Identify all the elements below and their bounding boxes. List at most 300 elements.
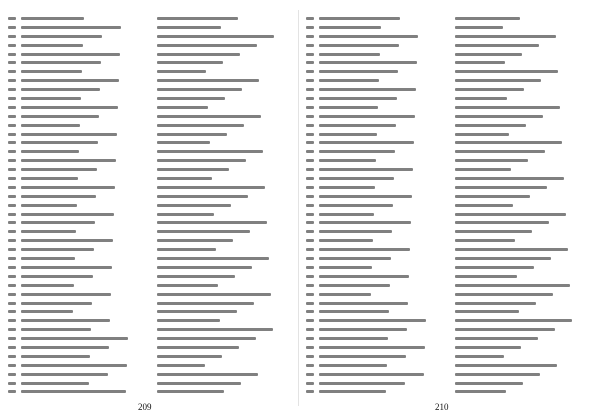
entry-row	[306, 76, 592, 85]
entry-number-placeholder	[306, 266, 314, 269]
entry-name-placeholder	[319, 213, 374, 216]
entry-row	[8, 76, 294, 85]
entry-number-placeholder	[8, 382, 16, 385]
entry-number-placeholder	[306, 257, 314, 260]
entry-detail-placeholder	[455, 44, 539, 47]
right-page-number: 210	[435, 402, 449, 412]
entry-row	[306, 334, 592, 343]
entry-row	[8, 361, 294, 370]
entry-number-placeholder	[8, 239, 16, 242]
entry-detail-placeholder	[157, 310, 237, 313]
entry-number-placeholder	[8, 168, 16, 171]
entry-name-placeholder	[319, 79, 379, 82]
entry-detail-placeholder	[455, 195, 530, 198]
entry-name-placeholder	[21, 124, 80, 127]
entry-number-placeholder	[306, 159, 314, 162]
entry-detail-placeholder	[455, 35, 556, 38]
entry-row	[8, 50, 294, 59]
entry-detail-placeholder	[455, 284, 570, 287]
entry-name-placeholder	[319, 17, 400, 20]
entry-detail-placeholder	[157, 382, 241, 385]
entry-name-placeholder	[21, 364, 127, 367]
entry-name-placeholder	[319, 115, 415, 118]
entry-row	[8, 183, 294, 192]
entry-detail-placeholder	[455, 159, 528, 162]
entry-detail-placeholder	[157, 346, 239, 349]
entry-number-placeholder	[8, 230, 16, 233]
entry-detail-placeholder	[157, 26, 221, 29]
entry-name-placeholder	[21, 168, 97, 171]
entry-detail-placeholder	[157, 364, 205, 367]
entry-detail-placeholder	[157, 186, 265, 189]
entry-name-placeholder	[21, 275, 93, 278]
entry-row	[306, 379, 592, 388]
entry-detail-placeholder	[157, 141, 210, 144]
entry-name-placeholder	[319, 159, 376, 162]
entry-number-placeholder	[8, 355, 16, 358]
entry-number-placeholder	[8, 70, 16, 73]
entry-row	[306, 218, 592, 227]
entry-detail-placeholder	[157, 17, 238, 20]
entry-name-placeholder	[319, 141, 414, 144]
entry-name-placeholder	[21, 284, 74, 287]
entry-detail-placeholder	[157, 266, 252, 269]
entry-detail-placeholder	[157, 168, 229, 171]
entry-number-placeholder	[306, 177, 314, 180]
entry-detail-placeholder	[455, 186, 547, 189]
entry-number-placeholder	[306, 150, 314, 153]
entry-name-placeholder	[319, 186, 375, 189]
entry-row	[306, 23, 592, 32]
entry-row	[306, 210, 592, 219]
entry-number-placeholder	[8, 141, 16, 144]
entry-name-placeholder	[21, 150, 79, 153]
entry-row	[306, 290, 592, 299]
entry-detail-placeholder	[455, 61, 505, 64]
entry-number-placeholder	[306, 53, 314, 56]
entry-name-placeholder	[21, 35, 102, 38]
entry-number-placeholder	[8, 275, 16, 278]
entry-number-placeholder	[306, 302, 314, 305]
entry-row	[8, 58, 294, 67]
entry-number-placeholder	[306, 204, 314, 207]
entry-name-placeholder	[319, 275, 409, 278]
entry-row	[306, 281, 592, 290]
entry-name-placeholder	[319, 70, 398, 73]
entry-row	[8, 281, 294, 290]
entry-number-placeholder	[8, 53, 16, 56]
entry-row	[306, 307, 592, 316]
entry-name-placeholder	[21, 248, 94, 251]
entry-row	[306, 343, 592, 352]
entry-number-placeholder	[8, 221, 16, 224]
entry-name-placeholder	[21, 293, 111, 296]
entry-number-placeholder	[8, 44, 16, 47]
entry-number-placeholder	[306, 186, 314, 189]
entry-row	[306, 325, 592, 334]
entry-detail-placeholder	[157, 133, 227, 136]
entry-row	[8, 254, 294, 263]
entry-name-placeholder	[21, 390, 126, 393]
entry-name-placeholder	[21, 328, 91, 331]
entry-number-placeholder	[8, 364, 16, 367]
entry-number-placeholder	[306, 328, 314, 331]
entry-name-placeholder	[319, 346, 425, 349]
entry-row	[8, 210, 294, 219]
entry-number-placeholder	[306, 382, 314, 385]
entry-name-placeholder	[21, 355, 90, 358]
entry-number-placeholder	[306, 364, 314, 367]
entry-number-placeholder	[306, 284, 314, 287]
entry-number-placeholder	[8, 17, 16, 20]
entry-name-placeholder	[319, 177, 394, 180]
entry-number-placeholder	[8, 284, 16, 287]
entry-row	[306, 299, 592, 308]
entry-row	[8, 112, 294, 121]
entry-number-placeholder	[306, 310, 314, 313]
entry-name-placeholder	[21, 310, 73, 313]
entry-detail-placeholder	[455, 177, 564, 180]
entry-detail-placeholder	[157, 221, 267, 224]
entry-detail-placeholder	[455, 257, 551, 260]
entry-row	[306, 352, 592, 361]
entry-number-placeholder	[8, 177, 16, 180]
entry-detail-placeholder	[157, 177, 212, 180]
entry-detail-placeholder	[455, 346, 521, 349]
entry-number-placeholder	[306, 88, 314, 91]
entry-number-placeholder	[8, 204, 16, 207]
entry-row	[8, 307, 294, 316]
entry-number-placeholder	[306, 141, 314, 144]
entry-detail-placeholder	[455, 106, 560, 109]
left-page	[8, 14, 294, 394]
entry-name-placeholder	[21, 230, 76, 233]
entry-row	[8, 14, 294, 23]
entry-detail-placeholder	[157, 150, 263, 153]
entry-name-placeholder	[21, 141, 98, 144]
entry-number-placeholder	[306, 355, 314, 358]
entry-number-placeholder	[306, 319, 314, 322]
entry-detail-placeholder	[455, 168, 511, 171]
entry-row	[8, 325, 294, 334]
entry-number-placeholder	[8, 97, 16, 100]
entry-detail-placeholder	[455, 355, 504, 358]
entry-name-placeholder	[21, 88, 100, 91]
entry-name-placeholder	[319, 355, 406, 358]
entry-row	[306, 50, 592, 59]
entry-row	[306, 94, 592, 103]
entry-name-placeholder	[319, 168, 413, 171]
entry-name-placeholder	[319, 257, 391, 260]
entry-row	[306, 58, 592, 67]
entry-row	[306, 236, 592, 245]
entry-detail-placeholder	[455, 97, 507, 100]
entry-detail-placeholder	[455, 328, 555, 331]
entry-detail-placeholder	[157, 115, 261, 118]
entry-row	[306, 174, 592, 183]
entry-name-placeholder	[319, 390, 386, 393]
entry-detail-placeholder	[455, 79, 541, 82]
entry-detail-placeholder	[455, 26, 503, 29]
entry-row	[8, 165, 294, 174]
entry-detail-placeholder	[455, 266, 534, 269]
entry-row	[8, 218, 294, 227]
entry-name-placeholder	[21, 257, 75, 260]
entry-detail-placeholder	[157, 355, 222, 358]
entry-detail-placeholder	[455, 382, 523, 385]
entry-name-placeholder	[21, 97, 81, 100]
entry-number-placeholder	[8, 373, 16, 376]
entry-row	[306, 227, 592, 236]
entry-number-placeholder	[306, 239, 314, 242]
entry-row	[306, 156, 592, 165]
entry-number-placeholder	[306, 97, 314, 100]
entry-name-placeholder	[21, 53, 120, 56]
entry-detail-placeholder	[157, 106, 208, 109]
entry-row	[8, 227, 294, 236]
entry-detail-placeholder	[455, 150, 545, 153]
entry-name-placeholder	[21, 17, 84, 20]
entry-name-placeholder	[319, 373, 424, 376]
entry-number-placeholder	[8, 257, 16, 260]
entry-row	[306, 263, 592, 272]
entry-number-placeholder	[8, 88, 16, 91]
entry-row	[8, 85, 294, 94]
entry-detail-placeholder	[455, 390, 506, 393]
entry-detail-placeholder	[455, 221, 549, 224]
entry-name-placeholder	[319, 44, 399, 47]
entry-row	[8, 130, 294, 139]
entry-name-placeholder	[319, 302, 408, 305]
entry-row	[306, 387, 592, 396]
entry-row	[306, 147, 592, 156]
entry-row	[8, 41, 294, 50]
entry-detail-placeholder	[157, 159, 246, 162]
entry-number-placeholder	[8, 186, 16, 189]
entry-name-placeholder	[21, 79, 119, 82]
entry-row	[8, 299, 294, 308]
entry-detail-placeholder	[157, 390, 224, 393]
entry-number-placeholder	[8, 337, 16, 340]
entry-number-placeholder	[306, 124, 314, 127]
entry-row	[306, 192, 592, 201]
entry-row	[8, 32, 294, 41]
entry-detail-placeholder	[455, 204, 513, 207]
entry-row	[8, 192, 294, 201]
entry-row	[8, 272, 294, 281]
entry-name-placeholder	[21, 26, 121, 29]
entry-name-placeholder	[319, 106, 378, 109]
entry-detail-placeholder	[157, 53, 240, 56]
entry-row	[8, 379, 294, 388]
entry-number-placeholder	[306, 346, 314, 349]
entry-number-placeholder	[306, 230, 314, 233]
entry-number-placeholder	[8, 26, 16, 29]
entry-name-placeholder	[21, 70, 82, 73]
entry-name-placeholder	[21, 266, 112, 269]
entry-number-placeholder	[8, 195, 16, 198]
left-page-number: 209	[138, 402, 152, 412]
entry-row	[306, 316, 592, 325]
entry-detail-placeholder	[157, 61, 223, 64]
entry-detail-placeholder	[455, 373, 540, 376]
entry-detail-placeholder	[455, 275, 517, 278]
entry-name-placeholder	[21, 195, 96, 198]
entry-number-placeholder	[306, 35, 314, 38]
entry-detail-placeholder	[455, 319, 572, 322]
entry-name-placeholder	[319, 328, 407, 331]
entry-detail-placeholder	[157, 275, 235, 278]
entry-number-placeholder	[8, 346, 16, 349]
entry-number-placeholder	[8, 266, 16, 269]
entry-name-placeholder	[319, 97, 397, 100]
entry-row	[306, 112, 592, 121]
entry-row	[8, 316, 294, 325]
entry-row	[8, 201, 294, 210]
entry-row	[306, 201, 592, 210]
entry-row	[306, 370, 592, 379]
entry-number-placeholder	[8, 328, 16, 331]
entry-detail-placeholder	[455, 88, 524, 91]
entry-number-placeholder	[8, 248, 16, 251]
entry-name-placeholder	[21, 133, 117, 136]
entry-name-placeholder	[21, 44, 83, 47]
entry-detail-placeholder	[157, 230, 250, 233]
entry-name-placeholder	[21, 159, 116, 162]
entry-name-placeholder	[319, 53, 380, 56]
entry-row	[8, 352, 294, 361]
entry-name-placeholder	[319, 150, 395, 153]
entry-row	[8, 245, 294, 254]
entry-name-placeholder	[21, 106, 118, 109]
entry-number-placeholder	[306, 195, 314, 198]
entry-detail-placeholder	[157, 257, 269, 260]
entry-name-placeholder	[21, 61, 101, 64]
entry-row	[8, 387, 294, 396]
entry-detail-placeholder	[455, 141, 562, 144]
entry-name-placeholder	[319, 310, 389, 313]
entry-detail-placeholder	[157, 88, 242, 91]
entry-detail-placeholder	[157, 319, 220, 322]
entry-row	[8, 236, 294, 245]
entry-row	[306, 14, 592, 23]
entry-detail-placeholder	[455, 213, 566, 216]
entry-number-placeholder	[8, 213, 16, 216]
entry-name-placeholder	[319, 284, 390, 287]
entry-name-placeholder	[21, 346, 109, 349]
entry-row	[306, 130, 592, 139]
entry-name-placeholder	[319, 61, 417, 64]
entry-detail-placeholder	[157, 239, 233, 242]
entry-row	[306, 85, 592, 94]
entry-row	[306, 361, 592, 370]
entry-detail-placeholder	[157, 284, 218, 287]
entry-detail-placeholder	[455, 133, 509, 136]
entry-row	[8, 290, 294, 299]
entry-detail-placeholder	[455, 293, 553, 296]
entry-row	[8, 94, 294, 103]
entry-detail-placeholder	[157, 373, 258, 376]
entry-number-placeholder	[8, 35, 16, 38]
entry-row	[8, 263, 294, 272]
entry-row	[306, 41, 592, 50]
entry-name-placeholder	[319, 26, 381, 29]
entry-detail-placeholder	[455, 70, 558, 73]
entry-number-placeholder	[8, 390, 16, 393]
right-page	[306, 14, 592, 394]
entry-number-placeholder	[8, 61, 16, 64]
entry-number-placeholder	[306, 293, 314, 296]
entry-number-placeholder	[306, 106, 314, 109]
entry-detail-placeholder	[157, 35, 274, 38]
entry-detail-placeholder	[157, 44, 257, 47]
entry-row	[306, 183, 592, 192]
entry-name-placeholder	[319, 204, 393, 207]
entry-number-placeholder	[306, 61, 314, 64]
entry-number-placeholder	[8, 115, 16, 118]
entry-row	[8, 147, 294, 156]
entry-detail-placeholder	[157, 124, 244, 127]
entry-name-placeholder	[21, 221, 95, 224]
entry-number-placeholder	[306, 221, 314, 224]
entry-row	[306, 103, 592, 112]
entry-detail-placeholder	[157, 293, 271, 296]
entry-row	[8, 138, 294, 147]
entry-name-placeholder	[319, 88, 416, 91]
entry-row	[306, 254, 592, 263]
entry-name-placeholder	[319, 239, 373, 242]
entry-number-placeholder	[8, 150, 16, 153]
entry-number-placeholder	[8, 310, 16, 313]
entry-row	[8, 23, 294, 32]
entry-detail-placeholder	[455, 364, 557, 367]
entry-detail-placeholder	[455, 248, 568, 251]
page-gutter	[298, 10, 299, 406]
entry-row	[306, 165, 592, 174]
entry-name-placeholder	[319, 382, 405, 385]
entry-name-placeholder	[21, 115, 99, 118]
entry-number-placeholder	[306, 70, 314, 73]
entry-number-placeholder	[306, 213, 314, 216]
entry-name-placeholder	[319, 364, 387, 367]
entry-name-placeholder	[21, 373, 108, 376]
entry-row	[8, 174, 294, 183]
entry-detail-placeholder	[455, 53, 522, 56]
entry-number-placeholder	[306, 17, 314, 20]
entry-row	[8, 334, 294, 343]
entry-name-placeholder	[21, 302, 92, 305]
entry-detail-placeholder	[157, 79, 259, 82]
entry-number-placeholder	[306, 26, 314, 29]
entry-name-placeholder	[21, 177, 78, 180]
entry-name-placeholder	[319, 221, 411, 224]
entry-number-placeholder	[306, 373, 314, 376]
entry-detail-placeholder	[157, 204, 231, 207]
entry-name-placeholder	[319, 133, 377, 136]
entry-name-placeholder	[319, 35, 418, 38]
entry-name-placeholder	[319, 319, 426, 322]
entry-detail-placeholder	[157, 97, 225, 100]
entry-detail-placeholder	[157, 195, 248, 198]
entry-number-placeholder	[306, 44, 314, 47]
entry-detail-placeholder	[455, 337, 538, 340]
entry-number-placeholder	[8, 106, 16, 109]
entry-number-placeholder	[8, 159, 16, 162]
entry-row	[306, 138, 592, 147]
entry-detail-placeholder	[157, 70, 206, 73]
entry-number-placeholder	[306, 115, 314, 118]
entry-number-placeholder	[8, 319, 16, 322]
